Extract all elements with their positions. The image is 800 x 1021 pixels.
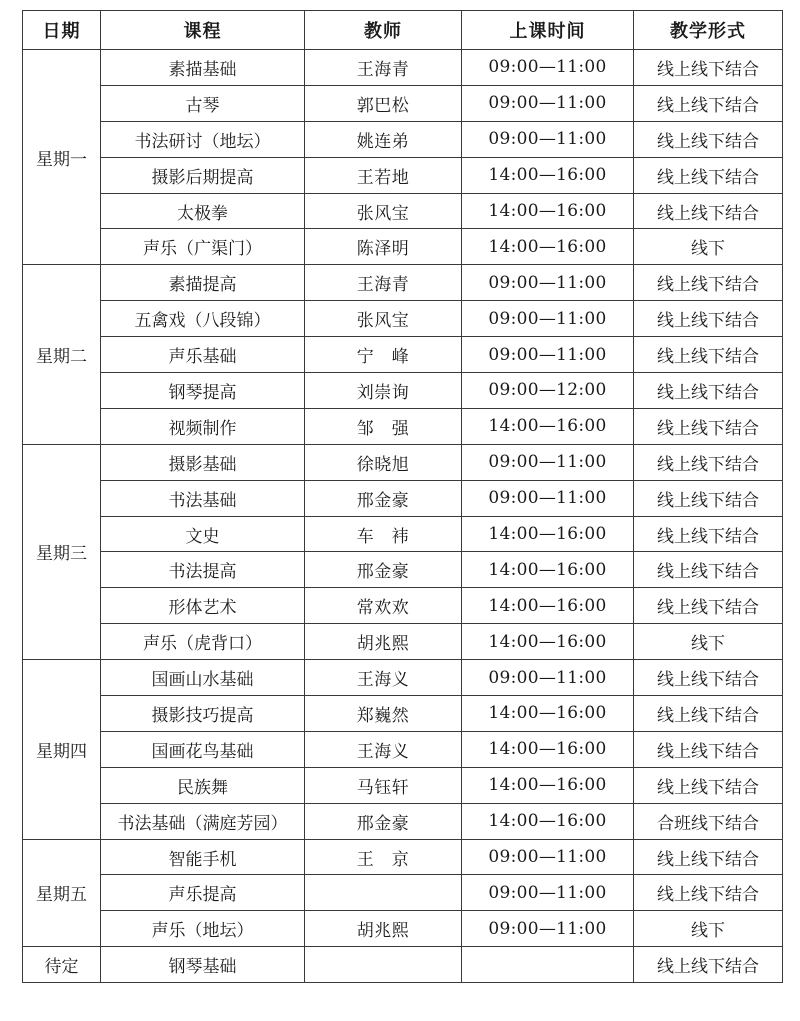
day-cell: 星期一 (23, 50, 101, 265)
mode-cell: 线上线下结合 (634, 193, 783, 229)
course-cell: 声乐（广渠门） (101, 229, 305, 265)
mode-cell: 线上线下结合 (634, 839, 783, 875)
teacher-cell: 陈泽明 (305, 229, 462, 265)
table-row (23, 516, 783, 552)
course-cell: 太极拳 (101, 193, 305, 229)
mode-cell: 线上线下结合 (634, 337, 783, 373)
course-cell: 民族舞 (101, 767, 305, 803)
course-cell: 形体艺术 (101, 588, 305, 624)
time-cell: 14:00—16:00 (462, 408, 634, 444)
mode-cell: 线上线下结合 (634, 444, 783, 480)
header-teacher: 教师 (305, 11, 462, 50)
table-row (23, 193, 783, 229)
schedule-sheet (22, 10, 783, 983)
table-row (23, 444, 783, 480)
table-row (23, 480, 783, 516)
table-row (23, 911, 783, 947)
mode-cell: 线下 (634, 229, 783, 265)
time-cell: 09:00—11:00 (462, 337, 634, 373)
time-cell: 14:00—16:00 (462, 157, 634, 193)
mode-cell: 线上线下结合 (634, 121, 783, 157)
table-row (23, 337, 783, 373)
table-row (23, 588, 783, 624)
table-row (23, 373, 783, 409)
teacher-cell: 王若地 (305, 157, 462, 193)
mode-cell: 线上线下结合 (634, 480, 783, 516)
course-cell: 摄影技巧提高 (101, 696, 305, 732)
course-cell: 智能手机 (101, 839, 305, 875)
time-cell: 14:00—16:00 (462, 731, 634, 767)
table-row (23, 767, 783, 803)
table-row (23, 731, 783, 767)
time-cell: 09:00—11:00 (462, 50, 634, 86)
table-row (23, 85, 783, 121)
table-row (23, 947, 783, 983)
course-cell: 书法提高 (101, 552, 305, 588)
table-row (23, 157, 783, 193)
mode-cell: 线上线下结合 (634, 265, 783, 301)
time-cell: 09:00—11:00 (462, 911, 634, 947)
mode-cell: 线下 (634, 624, 783, 660)
teacher-cell: 王海青 (305, 265, 462, 301)
time-cell: 14:00—16:00 (462, 588, 634, 624)
table-row (23, 839, 783, 875)
teacher-cell: 邢金豪 (305, 552, 462, 588)
table-row (23, 265, 783, 301)
mode-cell: 线上线下结合 (634, 157, 783, 193)
mode-cell: 线上线下结合 (634, 85, 783, 121)
course-cell: 素描提高 (101, 265, 305, 301)
table-row (23, 121, 783, 157)
mode-cell: 线上线下结合 (634, 767, 783, 803)
time-cell: 09:00—11:00 (462, 660, 634, 696)
course-cell: 摄影后期提高 (101, 157, 305, 193)
teacher-cell: 王海青 (305, 50, 462, 86)
teacher-cell: 常欢欢 (305, 588, 462, 624)
mode-cell: 线上线下结合 (634, 731, 783, 767)
teacher-cell (305, 875, 462, 911)
teacher-cell: 邢金豪 (305, 803, 462, 839)
time-cell: 09:00—11:00 (462, 444, 634, 480)
table-row (23, 660, 783, 696)
teacher-cell (305, 947, 462, 983)
teacher-cell: 邢金豪 (305, 480, 462, 516)
table-row (23, 696, 783, 732)
table-row (23, 624, 783, 660)
time-cell: 09:00—11:00 (462, 85, 634, 121)
table-row (23, 408, 783, 444)
table-row (23, 803, 783, 839)
course-cell: 钢琴提高 (101, 373, 305, 409)
table-row (23, 875, 783, 911)
teacher-cell: 郭巴松 (305, 85, 462, 121)
header-course: 课程 (101, 11, 305, 50)
course-cell: 声乐（虎背口） (101, 624, 305, 660)
mode-cell: 线下 (634, 911, 783, 947)
time-cell: 14:00—16:00 (462, 696, 634, 732)
course-cell: 书法基础（满庭芳园） (101, 803, 305, 839)
header-row (23, 11, 783, 50)
mode-cell: 线上线下结合 (634, 408, 783, 444)
table-row (23, 301, 783, 337)
mode-cell: 线上线下结合 (634, 696, 783, 732)
header-time: 上课时间 (462, 11, 634, 50)
day-cell: 星期三 (23, 444, 101, 659)
mode-cell: 线上线下结合 (634, 516, 783, 552)
header-day: 日期 (23, 11, 101, 50)
mode-cell: 线上线下结合 (634, 660, 783, 696)
time-cell: 09:00—11:00 (462, 480, 634, 516)
teacher-cell: 胡兆熙 (305, 911, 462, 947)
course-cell: 国画山水基础 (101, 660, 305, 696)
mode-cell: 线上线下结合 (634, 947, 783, 983)
course-cell: 书法基础 (101, 480, 305, 516)
teacher-cell: 郑巍然 (305, 696, 462, 732)
teacher-cell: 邹 强 (305, 408, 462, 444)
teacher-cell: 宁 峰 (305, 337, 462, 373)
course-cell: 摄影基础 (101, 444, 305, 480)
time-cell (462, 947, 634, 983)
mode-cell: 线上线下结合 (634, 50, 783, 86)
mode-cell: 合班线下结合 (634, 803, 783, 839)
teacher-cell: 刘崇询 (305, 373, 462, 409)
teacher-cell: 姚连弟 (305, 121, 462, 157)
teacher-cell: 王 京 (305, 839, 462, 875)
course-cell: 钢琴基础 (101, 947, 305, 983)
mode-cell: 线上线下结合 (634, 588, 783, 624)
time-cell: 09:00—12:00 (462, 373, 634, 409)
course-cell: 声乐（地坛） (101, 911, 305, 947)
time-cell: 09:00—11:00 (462, 121, 634, 157)
mode-cell: 线上线下结合 (634, 301, 783, 337)
teacher-cell: 王海义 (305, 660, 462, 696)
time-cell: 09:00—11:00 (462, 839, 634, 875)
course-cell: 五禽戏（八段锦） (101, 301, 305, 337)
table-row (23, 552, 783, 588)
time-cell: 14:00—16:00 (462, 552, 634, 588)
teacher-cell: 马钰轩 (305, 767, 462, 803)
schedule-body (23, 50, 783, 983)
day-cell: 星期四 (23, 660, 101, 839)
mode-cell: 线上线下结合 (634, 373, 783, 409)
teacher-cell: 车 袆 (305, 516, 462, 552)
course-schedule-table (22, 10, 783, 983)
teacher-cell: 张风宝 (305, 301, 462, 337)
time-cell: 14:00—16:00 (462, 229, 634, 265)
teacher-cell: 王海义 (305, 731, 462, 767)
mode-cell: 线上线下结合 (634, 875, 783, 911)
teacher-cell: 张风宝 (305, 193, 462, 229)
course-cell: 国画花鸟基础 (101, 731, 305, 767)
time-cell: 09:00—11:00 (462, 265, 634, 301)
header-mode: 教学形式 (634, 11, 783, 50)
time-cell: 14:00—16:00 (462, 193, 634, 229)
mode-cell: 线上线下结合 (634, 552, 783, 588)
day-cell: 星期二 (23, 265, 101, 444)
teacher-cell: 徐晓旭 (305, 444, 462, 480)
table-row (23, 229, 783, 265)
course-cell: 视频制作 (101, 408, 305, 444)
course-cell: 素描基础 (101, 50, 305, 86)
time-cell: 14:00—16:00 (462, 516, 634, 552)
course-cell: 文史 (101, 516, 305, 552)
time-cell: 14:00—16:00 (462, 803, 634, 839)
time-cell: 09:00—11:00 (462, 875, 634, 911)
course-cell: 声乐基础 (101, 337, 305, 373)
course-cell: 声乐提高 (101, 875, 305, 911)
course-cell: 古琴 (101, 85, 305, 121)
day-cell: 星期五 (23, 839, 101, 947)
table-row (23, 50, 783, 86)
course-cell: 书法研讨（地坛） (101, 121, 305, 157)
time-cell: 14:00—16:00 (462, 767, 634, 803)
day-cell: 待定 (23, 947, 101, 983)
time-cell: 14:00—16:00 (462, 624, 634, 660)
teacher-cell: 胡兆熙 (305, 624, 462, 660)
time-cell: 09:00—11:00 (462, 301, 634, 337)
